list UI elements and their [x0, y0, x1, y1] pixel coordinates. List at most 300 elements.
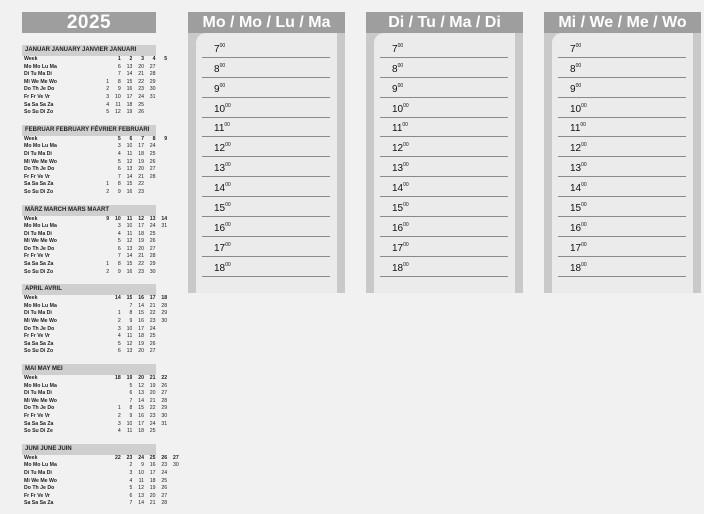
day-cell: 30: [149, 268, 156, 275]
hour-slot: [558, 157, 686, 177]
day-cell: 15: [138, 310, 144, 317]
row-label: Mo Mo Lu Ma: [24, 63, 57, 70]
hour-minutes: 00: [581, 162, 587, 169]
row-label: Do Th Je Do: [24, 245, 55, 252]
day-cell: 7: [141, 135, 144, 142]
day-cell: [86, 94, 98, 102]
day-cell: 20: [138, 375, 144, 381]
row-label: Week: [24, 295, 38, 302]
day-cell: [109, 390, 121, 398]
day-cell: [86, 341, 98, 349]
day-cell: [156, 64, 168, 72]
day-cell: 30: [149, 86, 156, 93]
hour-label: [214, 123, 230, 134]
day-cell: 13: [126, 166, 133, 173]
hour-minutes: 00: [402, 122, 408, 129]
day-cell: [98, 231, 110, 239]
day-cell: 9: [141, 462, 144, 469]
weekday-row: [22, 341, 167, 349]
hour-slot: [558, 177, 686, 197]
day-cell: 19: [138, 158, 144, 165]
hour-slot: [202, 257, 330, 277]
day-cell: 9: [164, 135, 168, 142]
hour-label: [570, 243, 587, 254]
hour-label: [570, 104, 587, 115]
day-cell: 4: [129, 477, 133, 484]
day-cell: [98, 485, 110, 493]
day-cell: 22: [149, 405, 156, 412]
month-block: [22, 45, 168, 117]
day-cell: 29: [149, 78, 156, 85]
hour-slot: [380, 78, 508, 98]
hour-label: [570, 84, 581, 95]
row-label: Week: [24, 375, 38, 381]
month-table: [22, 136, 167, 197]
day-cell: 22: [138, 261, 144, 268]
hour-slot: [380, 177, 508, 197]
day-cell: [86, 318, 98, 326]
weekday-row: [22, 390, 167, 398]
day-cell: [156, 326, 168, 334]
weekday-row: [22, 246, 167, 254]
day-cell: 22: [115, 454, 121, 461]
day-cell: 14: [138, 302, 144, 309]
hour-minutes: 00: [403, 202, 409, 209]
day-cell: [98, 174, 110, 182]
day-cell: 19: [126, 375, 133, 381]
day-cell: [86, 79, 98, 87]
hour-number: 17: [392, 242, 404, 254]
day-cell: [109, 383, 121, 391]
day-cell: [86, 109, 98, 117]
day-cell: [98, 455, 110, 463]
hour-number: 8: [214, 63, 220, 75]
day-cell: 6: [117, 63, 121, 70]
hour-slot: [558, 197, 686, 217]
row-label: Week: [24, 215, 38, 222]
day-cell: 2: [129, 56, 133, 62]
hour-label: [214, 104, 231, 115]
weekday-row: [22, 303, 167, 311]
weekday-row: [22, 318, 167, 326]
hour-slot: [558, 78, 686, 98]
day-cell: 12: [126, 340, 133, 347]
day-cell: 2: [106, 188, 110, 195]
day-cell: 22: [161, 375, 168, 381]
day-cell: [86, 478, 98, 486]
day-cell: 6: [117, 245, 121, 252]
day-cell: 2: [129, 462, 133, 469]
day-cell: 16: [126, 188, 133, 195]
day-cell: [98, 143, 110, 151]
row-label: So Su Di Ze: [24, 428, 53, 435]
day-cell: [86, 159, 98, 167]
day-cell: [98, 56, 110, 64]
day-cell: 26: [161, 485, 168, 492]
hour-minutes: 00: [397, 62, 404, 69]
weekday-row: [22, 86, 167, 94]
day-cell: 26: [149, 158, 156, 165]
month-title: MÄRZ MARCH MARS MAART: [22, 205, 156, 216]
hour-number: 16: [392, 222, 404, 234]
day-cell: [86, 56, 98, 64]
day-cell: 5: [129, 485, 133, 492]
day-cell: 1: [106, 78, 110, 85]
day-cell: 8: [117, 181, 121, 188]
day-cell: 22: [138, 78, 144, 85]
day-cell: [156, 246, 168, 254]
weekday-row: [22, 493, 179, 501]
day-cell: [86, 102, 98, 110]
weekday-row: [22, 398, 167, 406]
row-label: Di Tu Ma Di: [24, 310, 52, 317]
day-cell: 23: [161, 462, 168, 469]
hour-minutes: 00: [397, 42, 404, 49]
day-cell: 12: [115, 109, 121, 116]
day-cell: [156, 102, 168, 110]
day-cell: [156, 143, 168, 151]
day-cell: 24: [149, 223, 156, 230]
day-cell: 24: [149, 143, 156, 150]
day-cell: [156, 151, 168, 159]
day-cell: [86, 428, 98, 436]
day-cell: [86, 485, 98, 493]
day-cell: 24: [138, 93, 144, 100]
month-title: FEBRUAR FEBRUARY FÉVRIER FEBRUARI: [22, 125, 156, 136]
hour-number: 11: [214, 123, 225, 135]
day-cell: [98, 238, 110, 246]
hour-number: 17: [214, 242, 226, 254]
day-cell: [156, 109, 168, 117]
day-cell: 8: [129, 405, 133, 412]
day-cell: 23: [138, 188, 144, 195]
hour-number: 16: [570, 222, 582, 234]
month-title: APRIL AVRIL: [22, 284, 156, 295]
row-label: Mo Mo Lu Ma: [24, 223, 57, 230]
day-cell: 6: [117, 166, 121, 173]
day-cell: 24: [149, 420, 156, 427]
hour-slot: [202, 98, 330, 118]
day-cell: [109, 303, 121, 311]
row-label: Di Tu Ma Di: [24, 230, 52, 237]
day-cell: 16: [126, 86, 133, 93]
day-cell: 5: [164, 56, 168, 62]
hour-number: 18: [392, 262, 404, 274]
day-cell: [86, 413, 98, 421]
hour-label: [392, 64, 403, 75]
row-label: Di Tu Ma Di: [24, 71, 52, 78]
hour-number: 11: [570, 123, 581, 135]
day-cell: [98, 159, 110, 167]
hour-number: 10: [392, 103, 404, 115]
day-cell: [86, 462, 98, 470]
day-cell: 17: [126, 93, 133, 100]
day-cell: 3: [129, 469, 133, 476]
months-list: [22, 45, 179, 508]
day-column-wednesday: [544, 12, 701, 293]
month-block: [22, 364, 168, 436]
day-cell: 12: [126, 238, 133, 245]
hour-minutes: 00: [225, 182, 231, 189]
hour-minutes: 00: [403, 261, 409, 268]
weekday-row: [22, 310, 167, 318]
hour-label: [392, 84, 403, 95]
day-cell: 26: [149, 238, 156, 245]
day-cell: 30: [161, 318, 168, 325]
row-label: Mi We Me Wo: [24, 318, 57, 325]
day-cell: 14: [115, 295, 121, 302]
day-cell: [167, 500, 179, 508]
hour-minutes: 00: [225, 162, 231, 169]
day-cell: 29: [161, 310, 168, 317]
hour-slot: [380, 98, 508, 118]
day-cell: 6: [129, 135, 133, 142]
day-cell: 24: [161, 469, 168, 476]
time-slots: [196, 33, 337, 293]
day-cell: 23: [138, 268, 144, 275]
day-cell: [98, 136, 110, 144]
hour-slot: [202, 237, 330, 257]
hour-number: 11: [392, 123, 403, 135]
weekday-row: [22, 383, 167, 391]
day-cell: [98, 383, 110, 391]
weekday-row: [22, 478, 179, 486]
day-cell: 17: [149, 469, 156, 476]
weekday-row: [22, 109, 167, 117]
day-cell: 14: [126, 71, 133, 78]
day-cell: [156, 341, 168, 349]
day-cell: 31: [161, 223, 168, 230]
hour-slot: [558, 98, 686, 118]
day-cell: 7: [117, 173, 121, 180]
hour-number: 18: [570, 262, 582, 274]
week-row: [22, 295, 167, 303]
day-cell: 8: [152, 135, 156, 142]
day-cell: 17: [149, 295, 156, 302]
day-cell: 9: [117, 268, 121, 275]
row-label: Sa Sa Sa Za: [24, 420, 54, 427]
row-label: Fr Fr Ve Vr: [24, 333, 50, 340]
time-slots: [552, 33, 693, 293]
hour-slot: [558, 58, 686, 78]
hour-minutes: 00: [225, 102, 231, 109]
day-cell: 24: [138, 454, 144, 461]
hour-label: [214, 44, 225, 55]
day-cell: [144, 102, 156, 110]
day-cell: 17: [138, 325, 144, 332]
month-table: [22, 295, 167, 356]
day-cell: 27: [149, 348, 156, 355]
day-cell: 18: [138, 333, 144, 340]
day-cell: 14: [138, 397, 144, 404]
day-cell: [156, 238, 168, 246]
weekday-row: [22, 428, 167, 436]
day-cell: 9: [117, 188, 121, 195]
day-cell: [86, 455, 98, 463]
day-cell: [86, 181, 98, 189]
day-cell: 13: [126, 348, 133, 355]
row-label: Mo Mo Lu Ma: [24, 143, 57, 150]
day-cell: [98, 500, 110, 508]
day-cell: 13: [126, 63, 133, 70]
hour-minutes: 00: [581, 182, 587, 189]
day-cell: 8: [129, 310, 133, 317]
day-cell: [86, 269, 98, 277]
day-cell: [86, 310, 98, 318]
hour-number: 10: [214, 103, 226, 115]
hour-slot: [558, 257, 686, 277]
day-cell: [86, 470, 98, 478]
week-row: [22, 56, 167, 64]
day-cell: 15: [126, 181, 133, 188]
day-cell: 22: [138, 181, 144, 188]
row-label: Sa Sa Sa Za: [24, 101, 54, 108]
day-cell: 27: [149, 245, 156, 252]
day-cell: 15: [126, 261, 133, 268]
day-cell: 27: [149, 63, 156, 70]
day-cell: 3: [106, 93, 110, 100]
day-cell: 19: [138, 340, 144, 347]
day-cell: 25: [149, 428, 156, 435]
day-cell: [144, 189, 156, 197]
day-cell: [86, 136, 98, 144]
weekday-row: [22, 79, 167, 87]
hour-label: [392, 163, 409, 174]
weekday-row: [22, 238, 167, 246]
hour-number: 10: [570, 103, 582, 115]
hour-number: 12: [570, 143, 582, 155]
day-cell: 8: [117, 261, 121, 268]
hour-minutes: 00: [225, 142, 231, 149]
hour-label: [570, 263, 587, 274]
weekday-row: [22, 421, 167, 429]
day-cell: 11: [126, 333, 133, 340]
row-label: Week: [24, 135, 38, 142]
day-cell: [98, 390, 110, 398]
hour-slot: [202, 177, 330, 197]
day-cell: [109, 478, 121, 486]
day-cell: 12: [126, 158, 133, 165]
day-column-tuesday: [366, 12, 523, 293]
day-cell: 1: [106, 261, 110, 268]
day-cell: 5: [129, 382, 133, 389]
day-cell: 22: [149, 310, 156, 317]
day-cell: 9: [129, 412, 133, 419]
hour-number: 16: [214, 222, 226, 234]
day-column-title: Di / Tu / Ma / Di: [366, 12, 523, 33]
row-label: Do Th Je Do: [24, 86, 55, 93]
weekday-row: [22, 174, 167, 182]
day-cell: 11: [115, 101, 121, 108]
hour-slot: [380, 38, 508, 58]
day-cell: 16: [126, 268, 133, 275]
hour-label: [214, 263, 231, 274]
row-label: Di Tu Ma Di: [24, 469, 52, 476]
row-label: Sa Sa Sa Za: [24, 500, 54, 507]
day-cell: 9: [129, 318, 133, 325]
day-cell: 8: [117, 78, 121, 85]
day-cell: 27: [161, 390, 168, 397]
day-cell: 12: [138, 485, 144, 492]
day-cell: 28: [161, 302, 168, 309]
day-cell: [98, 295, 110, 303]
hour-label: [570, 64, 581, 75]
hour-number: 9: [570, 83, 576, 95]
day-cell: 25: [149, 230, 156, 237]
month-title: JUNI JUNE JUIN: [22, 444, 156, 455]
day-cell: 1: [106, 181, 110, 188]
day-cell: [156, 253, 168, 261]
day-cell: [86, 143, 98, 151]
day-cell: [156, 428, 168, 436]
day-cell: 30: [161, 412, 168, 419]
day-cell: 4: [117, 333, 121, 340]
day-cell: 20: [138, 166, 144, 173]
hour-label: [570, 163, 587, 174]
hour-slot: [202, 118, 330, 138]
hour-number: 17: [570, 242, 582, 254]
day-cell: 3: [117, 420, 121, 427]
day-cell: 21: [149, 500, 156, 507]
day-cell: [156, 174, 168, 182]
hour-minutes: 00: [581, 241, 587, 248]
hour-slot: [202, 78, 330, 98]
row-label: Do Th Je Do: [24, 405, 55, 412]
row-label: Mi We Me Wo: [24, 158, 57, 165]
day-cell: [98, 462, 110, 470]
hour-minutes: 00: [225, 241, 231, 248]
day-cell: 18: [115, 375, 121, 381]
weekday-row: [22, 333, 167, 341]
day-cell: 19: [149, 485, 156, 492]
day-cell: [98, 333, 110, 341]
day-cell: 18: [126, 101, 133, 108]
hour-slot: [558, 118, 686, 138]
day-cell: 23: [149, 412, 156, 419]
hour-label: [392, 203, 409, 214]
day-cell: 4: [117, 230, 121, 237]
hour-label: [214, 203, 231, 214]
row-label: Mi We Me Wo: [24, 78, 57, 85]
hour-label: [392, 183, 409, 194]
hour-label: [392, 143, 409, 154]
week-row: [22, 455, 179, 463]
day-cell: [98, 405, 110, 413]
time-slots: [374, 33, 515, 293]
weekday-row: [22, 143, 167, 151]
day-cell: 25: [149, 454, 156, 461]
weekday-row: [22, 485, 179, 493]
day-cell: 26: [161, 454, 168, 461]
day-cell: 15: [126, 78, 133, 85]
day-cell: [98, 398, 110, 406]
row-label: Do Th Je Do: [24, 166, 55, 173]
hour-label: [570, 203, 587, 214]
day-cell: 13: [149, 215, 156, 222]
day-cell: 12: [138, 382, 144, 389]
row-label: Fr Fr Ve Vr: [24, 93, 50, 100]
hour-slot: [558, 138, 686, 158]
week-row: [22, 216, 167, 224]
hour-number: 7: [214, 43, 220, 55]
hour-number: 8: [392, 63, 398, 75]
day-cell: 5: [117, 158, 121, 165]
row-label: Mo Mo Lu Ma: [24, 382, 57, 389]
day-cell: 28: [149, 173, 156, 180]
day-column-title: Mi / We / Me / Wo: [544, 12, 701, 33]
day-cell: 28: [149, 253, 156, 260]
weekday-row: [22, 94, 167, 102]
